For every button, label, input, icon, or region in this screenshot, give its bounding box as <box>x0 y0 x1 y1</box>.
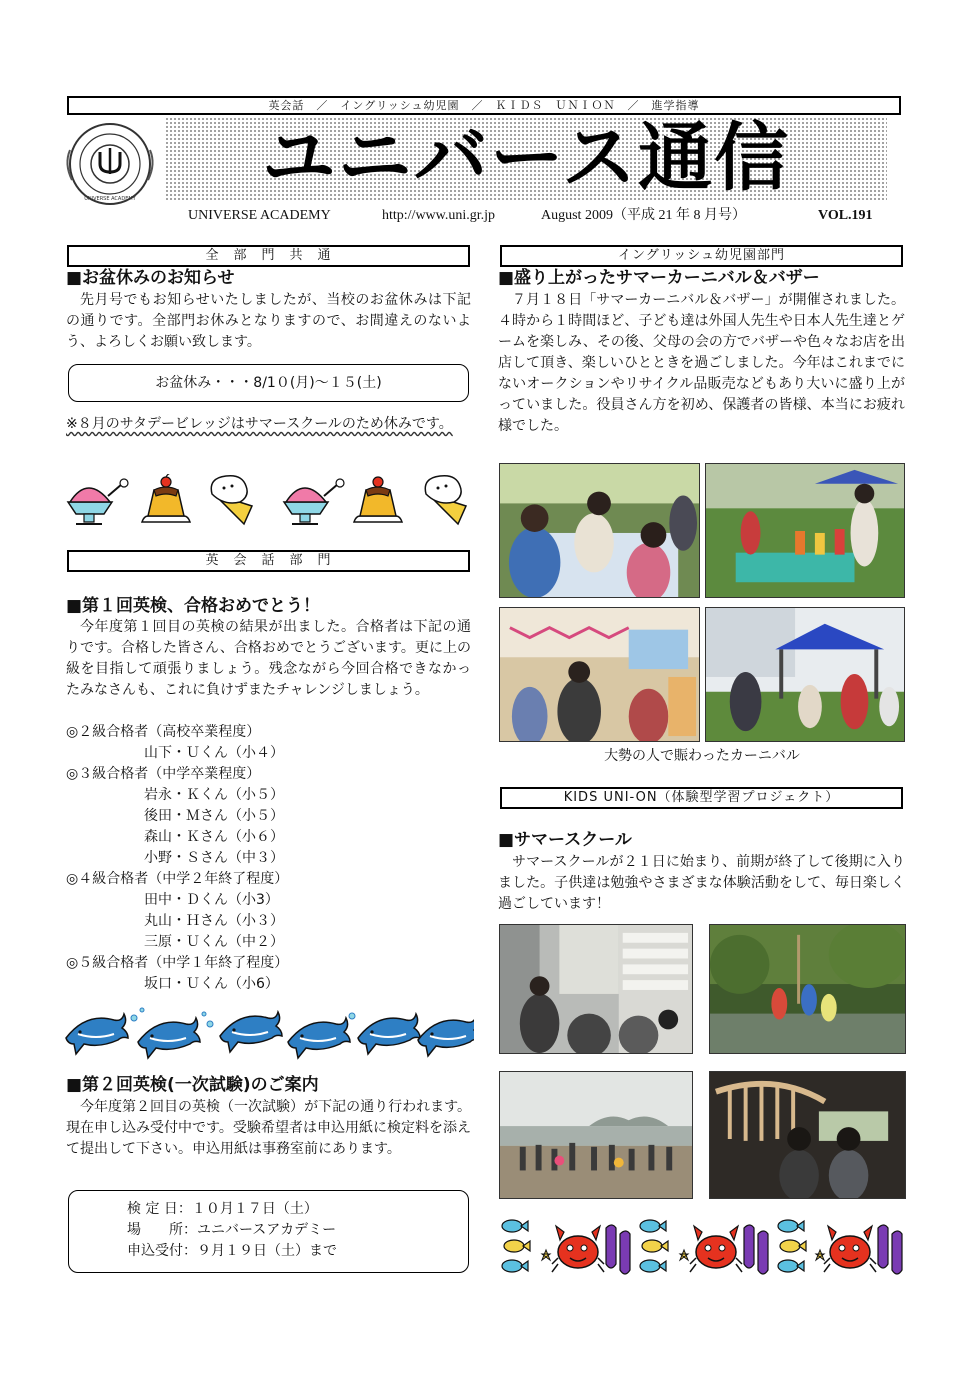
eiken-details-box <box>68 1190 469 1273</box>
eiken-passers-list <box>66 722 466 995</box>
section-bar-kids-union: KIDS UNI-ON（体験型学習プロジェクト） <box>500 787 903 809</box>
eiken-results-text: 今年度第１回目の英検の結果が出ました。合格者は下記の通りです。合格した皆さん、合格おめでとうございます。更に上の級を目指して頑張りましょう。残念ながら今回合格できなかったみなさんも、これに負けずまたチャレンジしましょう。 <box>66 619 471 698</box>
carnival-text: ７月１８日「サマーカーニバル＆バザー」が開催されました。４時から１時間ほど、子ども達は外国人先生や日本人先生達とゲームを楽しみ、その後、父母の会の方でバザーや色々なお店を出店して頂き、楽しいひとときを過ごしました。今年はこれまでにないオークションやリサイクル品販売などもあり大いに盛り上がっていました。役員さん方を初め、保護者の皆様、本当にお疲れ様でした。 <box>498 292 905 434</box>
crab-icon <box>552 1226 604 1272</box>
fish-icon <box>640 1220 668 1272</box>
obon-heading: ■お盆休みのお知らせ <box>66 268 235 288</box>
dolphin-icon <box>138 1018 200 1058</box>
sandals-icon <box>878 1225 902 1274</box>
passer-name: 山下・Ｕくん（小４） <box>144 745 284 761</box>
dolphin-illustrations <box>64 1002 474 1060</box>
carnival-photo-field-games <box>705 463 905 598</box>
shaved-ice-icon <box>284 479 344 524</box>
summer-photo-beach <box>499 1071 693 1199</box>
eiken-second-heading: ■第２回英検(一次試験)のご案内 <box>66 1075 319 1095</box>
section-bar-all-departments: 全 部 門 共 通 <box>67 245 470 267</box>
pudding-icon <box>142 474 190 522</box>
exam-date: 検 定 日：１０月１７日（土） <box>127 1201 318 1217</box>
ice-cream-cone-icon <box>425 476 466 524</box>
passer-name: 三原・Ｕくん（中２） <box>144 934 284 950</box>
ice-cream-cone-icon <box>211 476 252 524</box>
sea-creatures-illustrations <box>498 1214 908 1276</box>
svg-text:UNIVERSE ACADEMY: UNIVERSE ACADEMY <box>84 196 136 202</box>
dolphin-icon <box>418 1016 474 1056</box>
passer-name: 田中・Ｄくん（小3） <box>144 892 279 908</box>
crab-icon <box>824 1226 876 1272</box>
grade-heading: ◎２級合格者（高校卒業程度） <box>66 724 261 740</box>
passer-name: 丸山・Ｈさん（小３） <box>144 913 284 929</box>
obon-dates: お盆休み・・・8/1０(月)～１５(土) <box>155 375 382 391</box>
carnival-photo-tent <box>705 607 905 742</box>
grade-heading: ◎５級合格者（中学１年終了程度） <box>66 955 289 971</box>
summer-photo-forest-stream <box>709 924 906 1054</box>
passer-name: 岩永・Ｋくん（小５） <box>144 787 284 803</box>
eiken-results-heading: ■第１回英検、合格おめでとう！ <box>66 596 321 616</box>
masthead <box>165 117 887 201</box>
newsletter-title: ユニバース通信 <box>261 115 791 201</box>
pudding-icon <box>354 477 402 522</box>
carnival-photo-game-table <box>499 463 700 598</box>
crab-icon <box>690 1226 742 1272</box>
obon-dates-box <box>68 364 469 402</box>
dolphin-icon <box>358 1014 420 1054</box>
grade-heading: ◎４級合格者（中学２年終了程度） <box>66 871 289 887</box>
academy-seal-logo <box>62 120 158 208</box>
dessert-illustrations <box>64 474 474 532</box>
volume-number: VOL.191 <box>818 208 873 223</box>
eiken-second-text: 今年度第２回目の英検（一次試験）が下記の通り行われます。現在申し込み受付中です。受験希望者は申込用紙に検定料を添えて提出して下さい。申込用紙は事務室前にあります。 <box>66 1099 471 1157</box>
fish-icon <box>502 1220 530 1272</box>
passer-name: 後田・Ｍさん（小５） <box>144 808 284 824</box>
obon-text: 先月号でもお知らせいたしましたが、当校のお盆休みは下記の通りです。全部門お休みとなりますので、お間違えのないよう、よろしくお願い致します。 <box>66 292 471 350</box>
grade-heading: ◎３級合格者（中学卒業程度） <box>66 766 261 782</box>
carnival-heading: ■盛り上がったサマーカーニバル＆バザー <box>498 268 820 288</box>
dolphin-icon <box>220 1012 282 1052</box>
sandals-icon <box>606 1225 630 1274</box>
shaved-ice-icon <box>68 479 128 524</box>
exam-place: 場 所：ユニバースアカデミー <box>127 1222 337 1238</box>
saturday-village-note: ※８月のサタデービレッジはサマースクールのため休みです。 <box>66 416 453 432</box>
summer-school-heading: ■サマースクール <box>498 830 632 850</box>
passer-name: 森山・Ｋさん（小６） <box>144 829 284 845</box>
section-bar-english-conversation: 英 会 話 部 門 <box>67 550 470 572</box>
sandals-icon <box>744 1225 768 1274</box>
fish-icon <box>778 1220 806 1272</box>
carnival-photo-caption: 大勢の人で賑わったカーニバル <box>604 748 800 764</box>
dolphin-icon <box>288 1018 350 1058</box>
summer-photo-museum-skeleton <box>709 1071 906 1199</box>
summer-school-text: サマースクールが２１日に始まり、前期が終了して後期に入りました。子供達は勉強やさまざまな体験活動をして、毎日楽しく過ごしています！ <box>498 854 905 912</box>
issue-date: August 2009（平成 21 年 8 月号） <box>541 208 746 223</box>
website-url[interactable]: http://www.uni.gr.jp <box>382 208 496 223</box>
carnival-photo-indoor-bazaar <box>499 607 700 742</box>
dolphin-icon <box>66 1014 128 1054</box>
header-topbar: 英会話 ／ イングリッシュ幼児園 ／ ＫＩＤＳ ＵＮＩＯＮ ／ 進学指導 <box>67 96 901 115</box>
academy-name: UNIVERSE ACADEMY <box>188 208 331 223</box>
application-deadline: 申込受付：９月１９日（土）まで <box>127 1243 337 1259</box>
section-bar-english-kindergarten: イングリッシュ幼児園部門 <box>500 245 903 267</box>
passer-name: 坂口・Ｕくん（小6） <box>144 976 279 992</box>
summer-photo-archive-room <box>499 924 693 1054</box>
passer-name: 小野・Ｓさん（中３） <box>144 850 284 866</box>
